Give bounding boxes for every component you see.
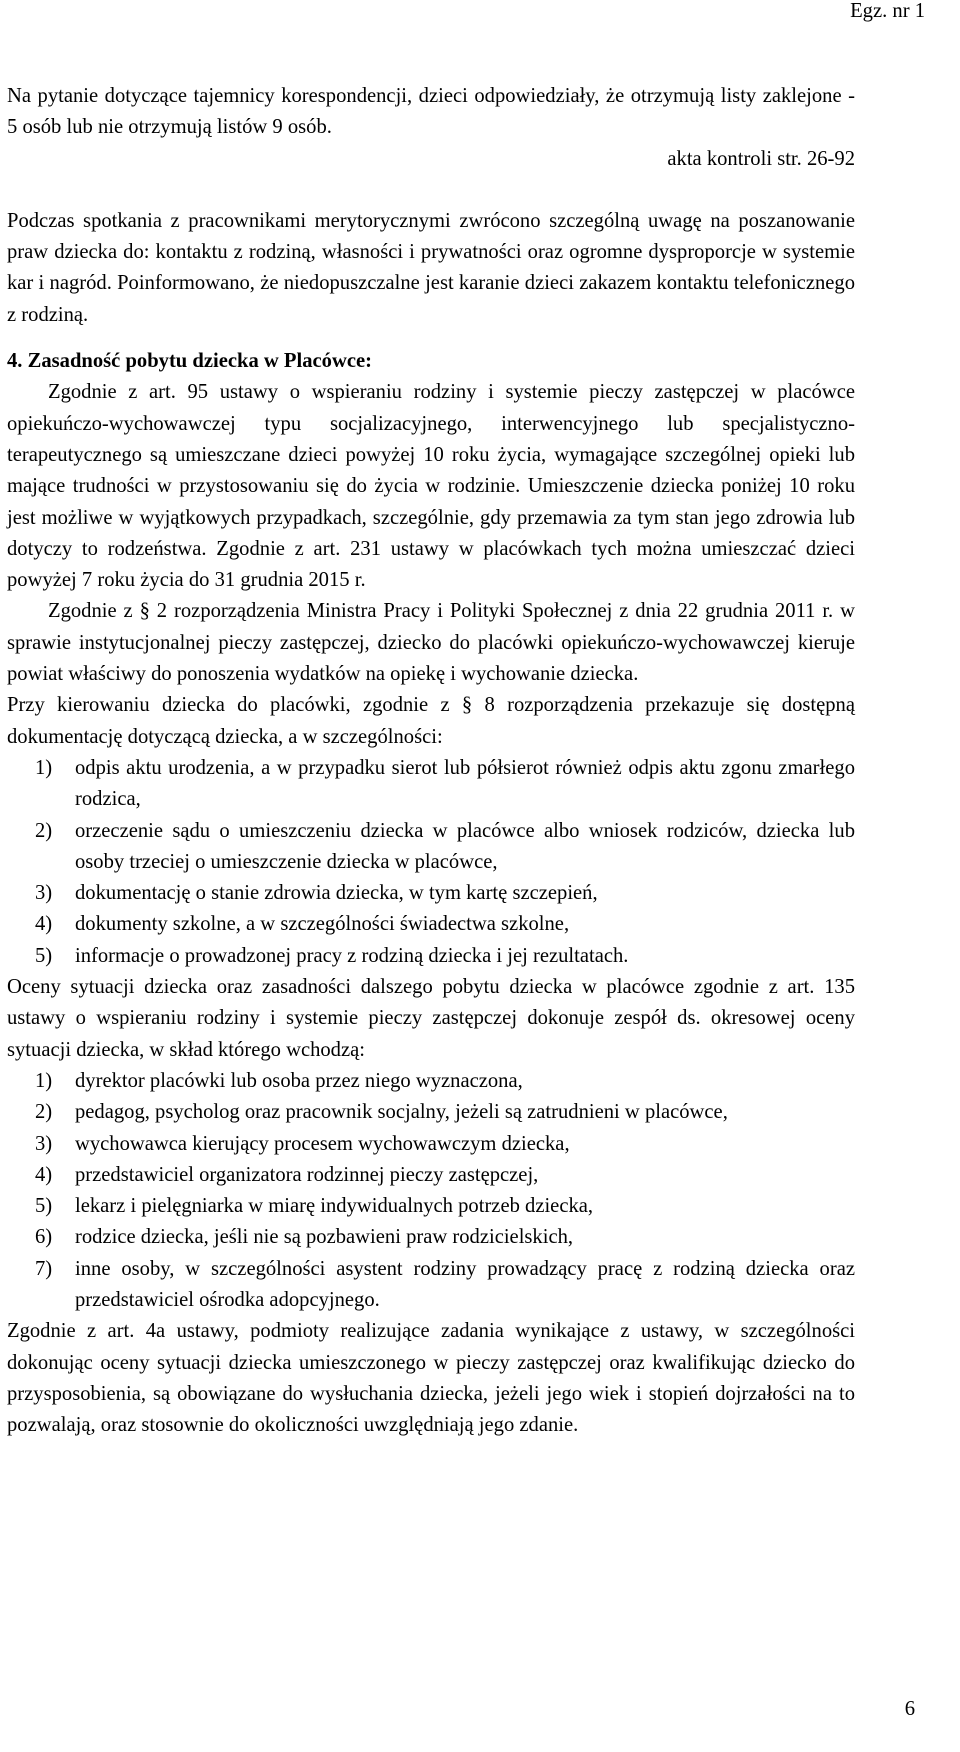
list-item [7, 753, 855, 816]
paragraph-documentation: Przy kierowaniu dziecka do placówki, zgodnie z § 8 rozporządzenia przekazuje się dostępną dokumentację dotyczącą dziecka, a w szczególności: [7, 694, 855, 748]
list-item [7, 941, 855, 972]
list-number: 5) [35, 944, 53, 967]
list-item-text: inne osoby, w szczególności asystent rodziny prowadzący pracę z rodziną dziecka oraz przedstawiciel ośrodka adopcyjnego. [75, 1257, 855, 1311]
list-item [7, 1191, 855, 1222]
list-item [7, 1222, 855, 1253]
document-body [7, 81, 855, 1441]
documents-list [7, 753, 855, 972]
paragraph-staff-meeting: Podczas spotkania z pracownikami merytorycznymi zwrócono szczególną uwagę na poszanowanie praw dziecka do: kontaktu z rodziną, własności i prywatności oraz ogromne dysproporcje w systemie kar i nagród. Poinformowano, że niedopuszczalne jest karanie dzieci zakazem kontaktu telefonicznego z rodziną. [7, 209, 855, 326]
paragraph-correspondence: Na pytanie dotyczące tajemnicy korespondencji, dzieci odpowiedziały, że otrzymują listy zaklejone - 5 osób lub nie otrzymują listów 9 osób. [7, 85, 855, 139]
list-number: 2) [35, 1101, 53, 1124]
spacer [7, 331, 855, 346]
list-item-text: pedagog, psycholog oraz pracownik socjalny, jeżeli są zatrudnieni w placówce, [75, 1101, 728, 1124]
list-item-text: dokumentację o stanie zdrowia dziecka, w tym kartę szczepień, [75, 882, 598, 905]
list-number: 3) [35, 1132, 53, 1155]
list-item-text: informacje o prowadzonej pracy z rodziną dziecka i jej rezultatach. [75, 944, 629, 967]
section-heading: 4. Zasadność pobytu dziecka w Placówce: [7, 350, 372, 373]
list-item [7, 1097, 855, 1128]
list-item [7, 1160, 855, 1191]
page-number: 6 [904, 1698, 915, 1720]
paragraph-regulation: Zgodnie z § 2 rozporządzenia Ministra Pracy i Polityki Społecznej z dnia 22 grudnia 2011 r. w sprawie instytucjonalnej pieczy zastępczej, dziecko do placówki opiekuńczo-wychowawczej kieruje powiat właściwy do ponoszenia wydatków na opiekę i wychowanie dziecka. [7, 600, 855, 686]
list-item-text: rodzice dziecka, jeśli nie są pozbawieni praw rodzicielskich, [75, 1226, 574, 1249]
list-number: 1) [35, 756, 53, 779]
list-number: 4) [35, 913, 53, 936]
list-item-text: dyrektor placówki lub osoba przez niego wyznaczona, [75, 1069, 523, 1092]
list-number: 1) [35, 1069, 53, 1092]
list-item-text: odpis aktu urodzenia, a w przypadku sierot lub półsierot również odpis aktu zgonu zmarłego rodzica, [75, 756, 855, 811]
list-number: 3) [35, 882, 53, 905]
team-list [7, 1066, 855, 1316]
paragraph-assessment-team: Oceny sytuacji dziecka oraz zasadności dalszego pobytu dziecka w placówce zgodnie z art. 135 ustawy o wspieraniu rodziny i systemie pieczy zastępczej dokonuje zespół ds. okresowej oceny sytuacji dziecka, w skład którego wchodzą: [7, 976, 855, 1061]
list-item [7, 1066, 855, 1097]
list-number: 7) [35, 1257, 53, 1280]
list-item-text: lekarz i pielęgniarka w miarę indywidualnych potrzeb dziecka, [75, 1195, 594, 1218]
list-item-text: orzeczenie sądu o umieszczeniu dziecka w placówce albo wniosek rodziców, dziecka lub osoby trzeciej o umieszczenie dziecka w placówce, [75, 819, 855, 873]
paragraph-art-4a: Zgodnie z art. 4a ustawy, podmioty realizujące zadania wynikające z ustawy, w szczególności dokonując oceny sytuacji dziecka umieszczonego w pieczy zastępczej oraz kwalifikując dziecko do przysposobienia, są obowiązane do wysłuchania dziecka, jeżeli jego wiek i stopień dojrzałości na to pozwalają, oraz stosownie do okoliczności uwzględniają jego zdanie. [7, 1320, 855, 1437]
list-item [7, 816, 855, 879]
copy-number: Egz. nr 1 [850, 0, 925, 22]
files-reference: akta kontroli str. 26-92 [667, 147, 855, 170]
list-number: 5) [35, 1195, 53, 1218]
paragraph-art-95: Zgodnie z art. 95 ustawy o wspieraniu rodziny i systemie pieczy zastępczej w placówce opiekuńczo-wychowawczej typu socjalizacyjnego, interwencyjnego lub specjalistyczno-terapeutycznego są umieszczane dzieci powyżej 10 roku życia, wymagające szczególnej opieki lub mające trudności w przystosowaniu się do życia w rodzinie. Umieszczenie dziecka poniżej 10 roku jest możliwe w wyjątkowych przypadkach, szczególnie, gdy przemawia za tym stan jego zdrowia lub dotyczy to rodzeństwa. Zgodnie z art. 231 ustawy w placówkach tych można umieszczać dzieci powyżej 7 roku życia do 31 grudnia 2015 r. [7, 381, 855, 592]
list-number: 6) [35, 1226, 53, 1249]
list-item [7, 909, 855, 940]
list-item [7, 1254, 855, 1317]
list-item-text: przedstawiciel organizatora rodzinnej pieczy zastępczej, [75, 1163, 539, 1186]
spacer [7, 175, 855, 206]
list-number: 2) [35, 819, 53, 842]
list-number: 4) [35, 1163, 53, 1186]
list-item-text: dokumenty szkolne, a w szczególności świadectwa szkolne, [75, 913, 570, 936]
list-item [7, 878, 855, 909]
list-item-text: wychowawca kierujący procesem wychowawczym dziecka, [75, 1132, 570, 1155]
list-item [7, 1129, 855, 1160]
